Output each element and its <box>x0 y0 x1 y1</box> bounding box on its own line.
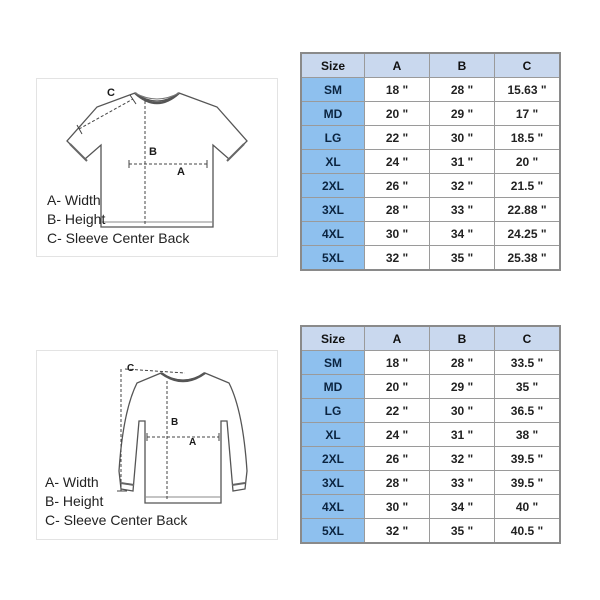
value-c: 35 " <box>495 375 561 399</box>
dimension-label-a: A <box>189 437 197 448</box>
value-c: 22.88 " <box>495 198 561 222</box>
header-b: B <box>430 326 495 351</box>
legend-width: A- Width <box>47 192 101 208</box>
value-b: 29 " <box>430 102 495 126</box>
value-b: 33 " <box>430 198 495 222</box>
value-b: 35 " <box>430 246 495 271</box>
size-cell: SM <box>301 351 365 375</box>
longsleeve-legend <box>45 473 187 530</box>
header-c: C <box>495 53 561 78</box>
size-cell: 2XL <box>301 447 365 471</box>
table-row <box>301 351 560 375</box>
size-cell: MD <box>301 102 365 126</box>
value-b: 34 " <box>430 495 495 519</box>
value-c: 38 " <box>495 423 561 447</box>
value-b: 28 " <box>430 351 495 375</box>
size-cell: MD <box>301 375 365 399</box>
table-row <box>301 174 560 198</box>
legend-sleeve: C- Sleeve Center Back <box>47 230 190 246</box>
table-header-row <box>301 53 560 78</box>
value-a: 32 " <box>365 519 430 544</box>
value-b: 30 " <box>430 399 495 423</box>
value-c: 40 " <box>495 495 561 519</box>
table-row <box>301 150 560 174</box>
table-row <box>301 423 560 447</box>
value-b: 33 " <box>430 471 495 495</box>
value-a: 20 " <box>365 102 430 126</box>
size-cell: 4XL <box>301 495 365 519</box>
header-a: A <box>365 326 430 351</box>
size-cell: 5XL <box>301 246 365 271</box>
size-cell: 5XL <box>301 519 365 544</box>
header-size: Size <box>301 326 365 351</box>
legend-width: A- Width <box>45 474 99 490</box>
dimension-label-b: B <box>149 146 157 158</box>
legend-height: B- Height <box>45 493 104 509</box>
dimension-label-c: C <box>107 87 115 99</box>
size-cell: LG <box>301 126 365 150</box>
table-row <box>301 471 560 495</box>
value-c: 39.5 " <box>495 447 561 471</box>
value-a: 32 " <box>365 246 430 271</box>
legend-height: B- Height <box>47 211 106 227</box>
value-a: 28 " <box>365 198 430 222</box>
value-a: 30 " <box>365 495 430 519</box>
size-cell: SM <box>301 78 365 102</box>
value-a: 20 " <box>365 375 430 399</box>
size-cell: XL <box>301 423 365 447</box>
value-b: 29 " <box>430 375 495 399</box>
value-a: 18 " <box>365 351 430 375</box>
longsleeve-size-table <box>300 325 561 544</box>
dimension-label-a: A <box>177 166 185 178</box>
dimension-label-c: C <box>127 363 135 374</box>
value-a: 24 " <box>365 150 430 174</box>
value-b: 31 " <box>430 150 495 174</box>
value-b: 30 " <box>430 126 495 150</box>
size-cell: XL <box>301 150 365 174</box>
value-b: 31 " <box>430 423 495 447</box>
value-a: 26 " <box>365 447 430 471</box>
table-row <box>301 519 560 544</box>
value-c: 36.5 " <box>495 399 561 423</box>
header-c: C <box>495 326 561 351</box>
dimension-label-b: B <box>171 417 179 428</box>
table-row <box>301 495 560 519</box>
value-b: 32 " <box>430 174 495 198</box>
size-cell: 2XL <box>301 174 365 198</box>
header-a: A <box>365 53 430 78</box>
tshirt-diagram-panel <box>36 78 278 257</box>
value-c: 21.5 " <box>495 174 561 198</box>
size-cell: LG <box>301 399 365 423</box>
table-row <box>301 399 560 423</box>
value-a: 24 " <box>365 423 430 447</box>
value-c: 25.38 " <box>495 246 561 271</box>
header-size: Size <box>301 53 365 78</box>
table-row <box>301 126 560 150</box>
value-a: 22 " <box>365 399 430 423</box>
value-b: 28 " <box>430 78 495 102</box>
value-a: 26 " <box>365 174 430 198</box>
value-c: 15.63 " <box>495 78 561 102</box>
size-cell: 3XL <box>301 198 365 222</box>
header-b: B <box>430 53 495 78</box>
legend-sleeve: C- Sleeve Center Back <box>45 512 188 528</box>
value-b: 34 " <box>430 222 495 246</box>
value-a: 28 " <box>365 471 430 495</box>
size-cell: 3XL <box>301 471 365 495</box>
table-row <box>301 78 560 102</box>
value-a: 22 " <box>365 126 430 150</box>
value-c: 24.25 " <box>495 222 561 246</box>
longsleeve-diagram-panel <box>36 350 278 540</box>
table-row <box>301 447 560 471</box>
value-c: 40.5 " <box>495 519 561 544</box>
tshirt-legend <box>47 191 189 248</box>
value-c: 17 " <box>495 102 561 126</box>
table-row <box>301 375 560 399</box>
tshirt-size-table <box>300 52 561 271</box>
value-b: 35 " <box>430 519 495 544</box>
value-c: 39.5 " <box>495 471 561 495</box>
table-row <box>301 246 560 271</box>
value-b: 32 " <box>430 447 495 471</box>
value-c: 20 " <box>495 150 561 174</box>
value-c: 18.5 " <box>495 126 561 150</box>
value-a: 30 " <box>365 222 430 246</box>
value-a: 18 " <box>365 78 430 102</box>
table-row <box>301 198 560 222</box>
value-c: 33.5 " <box>495 351 561 375</box>
table-header-row <box>301 326 560 351</box>
size-cell: 4XL <box>301 222 365 246</box>
table-row <box>301 102 560 126</box>
table-row <box>301 222 560 246</box>
